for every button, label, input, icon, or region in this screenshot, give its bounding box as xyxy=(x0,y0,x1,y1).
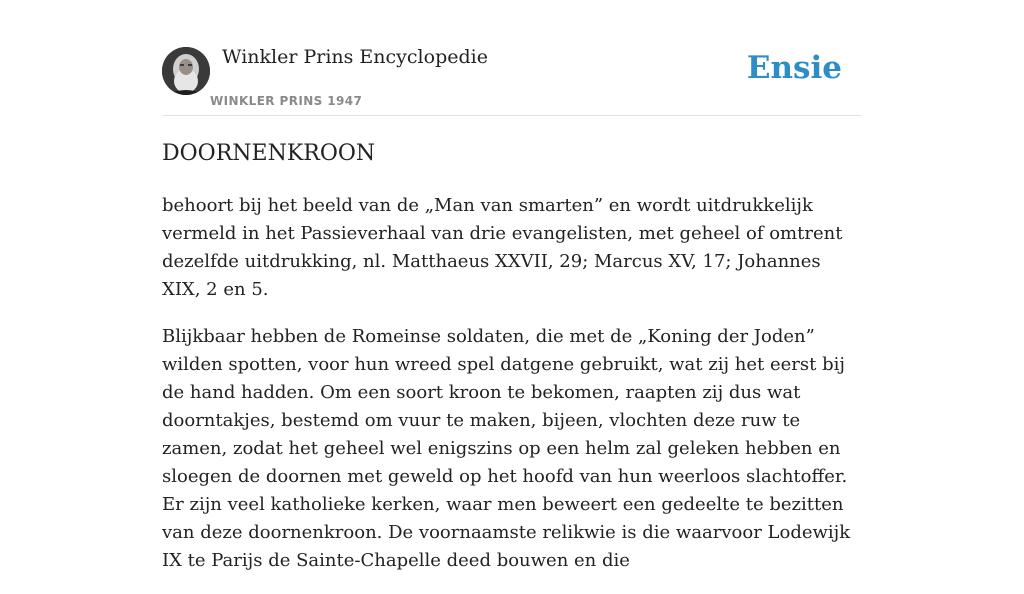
portrait-photo-icon[interactable] xyxy=(162,47,210,95)
article-body xyxy=(162,192,862,594)
article-title: DOORNENKROON xyxy=(162,141,376,166)
article-card xyxy=(162,0,862,571)
article-header xyxy=(162,0,862,116)
article-paragraph: Blijkbaar hebben de Romeinse soldaten, die met de „Koning der Joden” wilden spotten, voor hun wreed spel datgene gebruikt, wat zij het eerst bij de hand hadden. Om een soort kroon te bekomen, raapten zij dus wat doorntakjes, bestemd om vuur te maken, bijeen, vlochten deze ruw te zamen, zodat het geheel wel enigszins op een helm zal geleken hebben en sloegen de doornen met geweld op het hoofd van hun weerloos slachtoffer. Er zijn veel katholieke kerken, waar men beweert een gedeelte te bezitten van deze doornenkroon. De voornaamste relikwie is die waarvoor Lodewijk IX te Parijs de Sainte-Chapelle deed bouwen en die xyxy=(162,326,851,571)
source-name[interactable]: Winkler Prins Encyclopedie xyxy=(222,46,488,68)
ensie-logo[interactable]: Ensie xyxy=(746,50,842,86)
source-tag[interactable]: WINKLER PRINS 1947 xyxy=(210,94,363,108)
article-paragraph: behoort bij het beeld van de „Man van smarten” en wordt uitdrukkelijk vermeld in het Passieverhaal van drie evangelisten, met geheel of omtrent dezelfde uitdrukking, nl. Matthaeus XXVII, 29; Marcus XV, 17; Johannes XIX, 2 en 5. xyxy=(162,195,843,300)
